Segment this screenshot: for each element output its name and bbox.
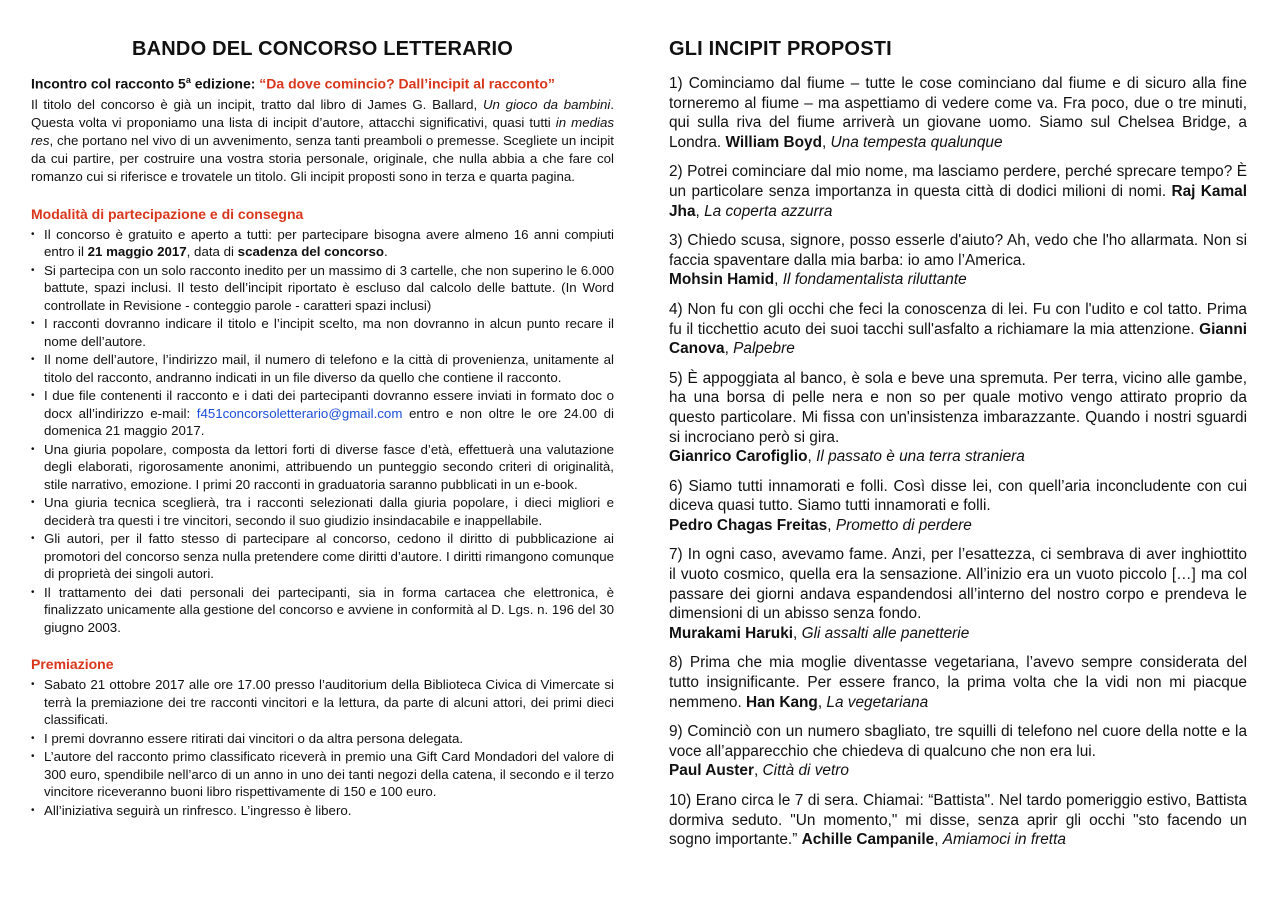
intro-text-1: Il titolo del concorso è già un incipit, tratto dal libro di James G. Ballard,	[31, 96, 483, 112]
incipit-item: 10) Erano circa le 7 di sera. Chiamai: “Battista". Nel tardo pomeriggio estivo, Battista dormiva seduto. "Un momento," mi disse, senza aprir gli occhi "sto facendo un sogno importante.” Achille Campanile, Amiamoci in fretta	[669, 792, 1247, 849]
list-item-text: entro e non oltre le ore 24.00 di domenica 21 maggio 2017.	[44, 405, 614, 439]
deadline-label: scadenza del concorso	[237, 244, 384, 260]
list-item: • I premi dovranno essere ritirati dai vincitori o da altra persona delegata.	[31, 730, 614, 748]
list-item-text: I due file contenenti il racconto e i dati dei partecipanti dovranno essere inviati in formato doc o docx all’indirizzo e-mail:	[44, 388, 614, 421]
email-link[interactable]: f451concorsoletterario@gmail.com	[196, 405, 403, 421]
list-item: • Sabato 21 ottobre 2017 alle ore 17.00 presso l’auditorium della Biblioteca Civica di Vimercate si terrà la premiazione dei tre racconti vincitori e la lettura, da parte di alcuni attori, dei primi dieci classificati.	[31, 676, 614, 729]
incipit-item: 1) Cominciamo dal fiume – tutte le cose cominciano dal fiume e di sicuro alla fine torneremo al fiume – ma aspettiamo di vedere come va. Fra poco, due o tre minuti, qui sulla riva del fiume arriverà un giovane uomo. Siamo sul Chelsea Bridge, a Londra. William Boyd, Una tempesta qualunque	[669, 75, 1247, 151]
intro-heading-quote: “Da dove comincio? Dall’incipit al racconto”	[259, 75, 555, 92]
list-item: • Una giuria popolare, composta da lettori forti di diverse fasce d’età, effettuerà una valutazione degli elaborati, rigorosamente anonimi, attribuendo un punteggio secondo criteri di originalità, stile narrativo, emozione. I primi 20 racconti in graduatoria saranno pubblicati in un e-book.	[31, 441, 614, 494]
incipit-text: 3) Chiedo scusa, signore, posso esserle d'aiuto? Ah, vedo che l'ho allarmata. Non si faccia spaventare dalla mia barba: io amo l’America.	[669, 232, 1247, 269]
incipit-book: Una tempesta qualunque	[830, 133, 1003, 151]
incipit-author: Mohsin Hamid	[669, 271, 775, 289]
incipit-item: 2) Potrei cominciare dal mio nome, ma lasciamo perdere, perché sprecare tempo? È un particolare senza importanza in questa città di dodici milioni di nomi. Raj Kamal Jha, La coperta azzurra	[669, 163, 1247, 220]
section-title-modalita: Modalità di partecipazione e di consegna	[31, 205, 304, 222]
incipit-text: 10) Erano circa le 7 di sera. Chiamai: “Battista". Nel tardo pomeriggio estivo, Battista dormiva seduto. "Un momento," mi disse, senza aprir gli occhi "sto facendo un sogno importante.”	[669, 792, 1247, 849]
intro-heading	[31, 71, 614, 93]
deadline-date: 21 maggio 2017	[87, 244, 187, 260]
incipit-item: 7) In ogni caso, avevamo fame. Anzi, per l’esattezza, ci sembrava di aver inghiottito il vuoto cosmico, quella era la sensazione. All’inizio era un vuoto piccolo […] ma col passare dei giorni andava espandendosi all’interno del nostro corpo e prendeva le dimensioni di un abisso senza fondo. Murakami Haruki, Gli assalti alle panetterie	[669, 546, 1247, 642]
incipit-author: Paul Auster	[669, 762, 754, 780]
incipit-text: 5) È appoggiata al banco, è sola e beve una spremuta. Per terra, vicino alle gambe, ha una borsa di pelle nera e non so per quale motivo vengo attirato proprio da questo particolare. Mi fissa con un'insistenza imbarazzante. Quando i nostri sguardi si incrociano però si gira.	[669, 369, 1247, 446]
incipit-text: 4) Non fu con gli occhi che feci la conoscenza di lei. Fu con l'udito e col tatto. Prima fu il ticchettio acuto dei suoi tacchi sull'asfalto a richiamare la mia attenzione.	[669, 300, 1247, 338]
intro-text-3: , che portano nel vivo di un avvenimento, senza tanti preamboli o premesse. Scegliete un incipit da cui partire, per costruire una vostra storia personale, originale, che nulla abbia a che fare col romanzo cui si riferisce e trovatele un titolo. Gli incipit proposti sono in terza e quarta pagina.	[31, 132, 614, 184]
list-item	[31, 387, 614, 440]
incipit-book: Palpebre	[733, 340, 795, 358]
list-item: • Si partecipa con un solo racconto inedito per un massimo di 3 cartelle, che non superino le 6.000 battute, spazi inclusi. Il testo dell’incipit riportato è escluso dal calcolo delle battute. (In Word controllate in Revisione - conteggio parole - caratteri spazi inclusi)	[31, 262, 614, 315]
list-item: • Il trattamento dei dati personali dei partecipanti, sia in forma cartacea che elettronica, è finalizzato unicamente alla gestione del concorso e avviene in conformità al D. Lgs. n. 196 del 30 giugno 2003.	[31, 584, 614, 637]
list-item: • Il nome dell’autore, l’indirizzo mail, il numero di telefono e la città di provenienza, unitamente al titolo del racconto, andranno indicati in un file diverso da quello che contiene il racconto.	[31, 351, 614, 386]
section-title-premiazione: Premiazione	[31, 656, 114, 673]
incipit-item: 6) Siamo tutti innamorati e folli. Così disse lei, con quell’aria inconcludente con cui diceva quasi tutto. Siamo tutti innamorati e folli. Pedro Chagas Freitas, Prometto di perdere	[669, 477, 1247, 534]
right-column	[669, 38, 1247, 860]
incipit-book: La coperta azzurra	[704, 202, 833, 220]
intro-book-title: Un gioco da bambini	[482, 96, 611, 112]
intro-heading-prefix: Incontro col racconto 5	[31, 75, 186, 92]
incipit-author: Gianrico Carofiglio	[669, 448, 808, 466]
list-item: • I racconti dovranno indicare il titolo e l’incipit scelto, ma non dovranno in alcun punto recare il nome dell’autore.	[31, 315, 614, 350]
list-item: • Una giuria tecnica sceglierà, tra i racconti selezionati dalla giuria popolare, i dieci migliori e deciderà tra questi i tre vincitori, secondo il suo giudizio insindacabile e inappellabile.	[31, 494, 614, 529]
list-item: • All’iniziativa seguirà un rinfresco. L’ingresso è libero.	[31, 802, 614, 820]
incipit-author: William Boyd	[725, 133, 822, 151]
incipit-book: Il fondamentalista riluttante	[782, 271, 967, 289]
incipit-item: 4) Non fu con gli occhi che feci la conoscenza di lei. Fu con l'udito e col tatto. Prima fu il ticchettio acuto dei suoi tacchi sull'asfalto a richiamare la mia attenzione. Gianni Canova, Palpebre	[669, 300, 1247, 358]
incipit-author: Pedro Chagas Freitas	[669, 516, 828, 534]
incipit-text: 7) In ogni caso, avevamo fame. Anzi, per l’esattezza, ci sembrava di aver inghiottito il vuoto cosmico, quella era la sensazione. All’inizio era un vuoto piccolo […] ma col passare dei giorni andava espandendosi all’interno del nostro corpo e prendeva le dimensioni di un abisso senza fondo.	[669, 546, 1247, 623]
incipit-book: Amiamoci in fretta	[942, 831, 1066, 849]
incipit-item: 9) Cominciò con un numero sbagliato, tre squilli di telefono nel cuore della notte e la voce all’apparecchio che chiedeva di qualcuno che non era lui. Paul Auster, Città di vetro	[669, 723, 1247, 780]
incipit-book: Città di vetro	[762, 762, 849, 780]
incipit-text: 1) Cominciamo dal fiume – tutte le cose cominciano dal fiume e di sicuro alla fine torneremo al fiume – ma aspettiamo di vedere come va. Fra poco, due o tre minuti, qui sulla riva del fiume arriverà un giovane uomo. Siamo sul Chelsea Bridge, a Londra.	[669, 75, 1247, 151]
incipit-author: Gianni Canova	[669, 320, 1247, 358]
list-item-text: Il concorso è gratuito e aperto a tutti: per partecipare bisogna avere almeno 16 anni compiuti entro il	[44, 226, 614, 260]
list-item-text: , data di	[186, 244, 238, 260]
incipit-item: 3) Chiedo scusa, signore, posso esserle d'aiuto? Ah, vedo che l'ho allarmata. Non si faccia spaventare dalla mia barba: io amo l’America. Mohsin Hamid, Il fondamentalista riluttante	[669, 232, 1247, 289]
list-item: • Gli autori, per il fatto stesso di partecipare al concorso, cedono il diritto di pubblicazione ai promotori del concorso senza nulla pretendere come diritti d’autore. I diritti rimangono comunque di proprietà dei singoli autori.	[31, 530, 614, 583]
list-item	[31, 226, 614, 261]
incipit-text: 9) Cominciò con un numero sbagliato, tre squilli di telefono nel cuore della notte e la voce all’apparecchio che chiedeva di qualcuno che non era lui.	[669, 723, 1247, 760]
incipit-book: La vegetariana	[826, 693, 929, 711]
page-title-incipit: GLI INCIPIT PROPOSTI	[669, 38, 892, 60]
intro-latin-phrase: in medias res	[31, 114, 614, 148]
incipit-book: Gli assalti alle panetterie	[801, 624, 970, 642]
list-item: • L’autore del racconto primo classificato riceverà in premio una Gift Card Mondadori del valore di 300 euro, spendibile nell’arco di un anno in uno dei tanti negozi della catena, il secondo e il terzo vincitore riceveranno buoni libro rispettivamente di 150 e 100 euro.	[31, 748, 614, 801]
left-column	[31, 38, 614, 820]
list-item-text: .	[384, 244, 388, 260]
incipit-item: 8) Prima che mia moglie diventasse vegetariana, l’avevo sempre considerata del tutto insignificante. Per essere franco, la prima volta che la vidi non mi piacque nemmeno. Han Kang, La vegetariana	[669, 654, 1247, 711]
intro-heading-suffix: edizione:	[190, 75, 260, 92]
incipit-author: Achille Campanile	[801, 831, 935, 849]
incipit-book: Prometto di perdere	[835, 516, 972, 534]
incipit-item: 5) È appoggiata al banco, è sola e beve una spremuta. Per terra, vicino alle gambe, ha una borsa di pelle nera e non so per quale motivo vengo attirato proprio da questo particolare. Mi fissa con un'insistenza imbarazzante. Quando i nostri sguardi si incrociano però si gira. Gianrico Carofiglio, Il passato è una terra straniera	[669, 369, 1247, 466]
premiazione-list	[31, 676, 614, 819]
incipit-text: 6) Siamo tutti innamorati e folli. Così disse lei, con quell’aria inconcludente con cui diceva quasi tutto. Siamo tutti innamorati e folli.	[669, 477, 1247, 515]
intro-text-2: . Questa volta vi proponiamo una lista di incipit d’autore, attacchi significativi, quasi tutti	[31, 96, 614, 130]
page-title-bando: BANDO DEL CONCORSO LETTERARIO	[132, 38, 513, 60]
incipit-author: Han Kang	[746, 693, 818, 711]
incipit-author: Raj Kamal Jha	[669, 182, 1247, 220]
intro-paragraph	[31, 96, 614, 186]
incipit-text: 2) Potrei cominciare dal mio nome, ma lasciamo perdere, perché sprecare tempo? È un particolare senza importanza in questa città di dodici milioni di nomi.	[669, 163, 1247, 200]
intro-heading-sup: a	[185, 75, 191, 85]
incipit-text: 8) Prima che mia moglie diventasse vegetariana, l’avevo sempre considerata del tutto insignificante. Per essere franco, la prima volta che la vidi non mi piacque nemmeno.	[669, 654, 1247, 711]
incipit-book: Il passato è una terra straniera	[816, 448, 1025, 466]
incipit-author: Murakami Haruki	[669, 624, 794, 642]
modalita-list	[31, 226, 614, 637]
